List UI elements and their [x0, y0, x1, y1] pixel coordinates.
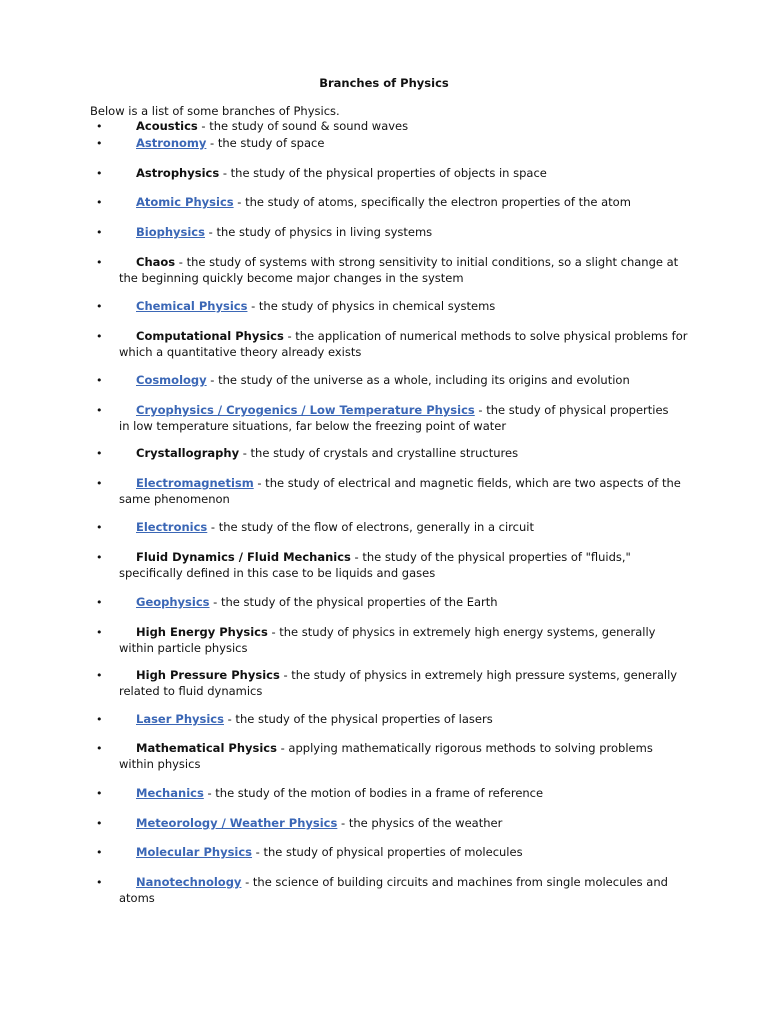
- list-item-crystallography: [96, 446, 686, 462]
- list-item-high-pressure-physics: [96, 668, 686, 699]
- list-item-geophysics: [96, 595, 686, 611]
- term-description-continued: the beginning quickly become major changes in the system: [119, 270, 464, 285]
- list-item-fluid-dynamics: [96, 550, 686, 581]
- term-description: - the study of atoms, specifically the electron properties of the atom: [233, 195, 631, 209]
- bullet: •: [96, 596, 103, 609]
- bullet: •: [96, 226, 103, 239]
- term-description-continued: atoms: [119, 890, 155, 905]
- bullet: •: [96, 167, 103, 180]
- term-description-continued: related to fluid dynamics: [119, 683, 263, 698]
- term-fluid-dynamics: Fluid Dynamics / Fluid Mechanics: [136, 550, 351, 564]
- bullet: •: [96, 330, 103, 343]
- term-link-geophysics[interactable]: Geophysics: [136, 595, 210, 609]
- term-link-cosmology[interactable]: Cosmology: [136, 373, 207, 387]
- bullet: •: [96, 846, 103, 859]
- bullet: •: [96, 300, 103, 313]
- list-item-astrophysics: [96, 166, 686, 182]
- bullet: •: [96, 137, 103, 150]
- bullet: •: [96, 787, 103, 800]
- term-description: - the study of crystals and crystalline structures: [239, 446, 519, 460]
- bullet: •: [96, 551, 103, 564]
- bullet: •: [96, 477, 103, 490]
- list-item-chaos: [96, 255, 686, 286]
- term-link-electromagnetism[interactable]: Electromagnetism: [136, 476, 254, 490]
- term-link-astronomy[interactable]: Astronomy: [136, 136, 207, 150]
- bullet: •: [96, 742, 103, 755]
- term-description-continued: within physics: [119, 756, 201, 771]
- term-high-energy-physics: High Energy Physics: [136, 625, 268, 639]
- term-description: - the study of the physical properties of the Earth: [209, 595, 498, 609]
- list-item-mathematical-physics: [96, 741, 686, 772]
- term-link-electronics[interactable]: Electronics: [136, 520, 208, 534]
- term-link-molecular-physics[interactable]: Molecular Physics: [136, 845, 253, 859]
- term-description: - the study of space: [206, 136, 325, 150]
- term-link-atomic-physics[interactable]: Atomic Physics: [136, 195, 234, 209]
- term-computational-physics: Computational Physics: [136, 329, 284, 343]
- term-link-mechanics[interactable]: Mechanics: [136, 786, 204, 800]
- bullet: •: [96, 447, 103, 460]
- term-description: - the study of physics in extremely high energy systems, generally: [267, 625, 656, 639]
- term-astrophysics: Astrophysics: [136, 166, 220, 180]
- term-description: - the science of building circuits and machines from single molecules and: [241, 875, 668, 889]
- term-description: - the study of sound & sound waves: [197, 119, 409, 133]
- list-item-electronics: [96, 520, 686, 536]
- bullet: •: [96, 120, 103, 133]
- term-chaos: Chaos: [136, 255, 176, 269]
- bullet: •: [96, 626, 103, 639]
- list-item-laser-physics: [96, 712, 686, 728]
- term-description-continued: in low temperature situations, far below the freezing point of water: [119, 418, 507, 433]
- term-description-continued: within particle physics: [119, 640, 248, 655]
- term-description: - the study of physical properties of molecules: [252, 845, 523, 859]
- term-link-chemical-physics[interactable]: Chemical Physics: [136, 299, 248, 313]
- term-link-meteorology[interactable]: Meteorology / Weather Physics: [136, 816, 338, 830]
- list-item-molecular-physics: [96, 845, 686, 861]
- term-description: - the study of the universe as a whole, including its origins and evolution: [206, 373, 630, 387]
- list-item-biophysics: [96, 225, 686, 241]
- term-description: - applying mathematically rigorous methods to solving problems: [276, 741, 653, 755]
- list-item-cryophysics: [96, 403, 686, 434]
- list-item-high-energy-physics: [96, 625, 686, 656]
- term-description: - the study of the physical properties of lasers: [223, 712, 493, 726]
- list-item-atomic-physics: [96, 195, 686, 211]
- term-high-pressure-physics: High Pressure Physics: [136, 668, 280, 682]
- bullet: •: [96, 713, 103, 726]
- term-description: - the study of physical properties: [474, 403, 669, 417]
- bullet: •: [96, 196, 103, 209]
- term-description: - the study of the physical properties of objects in space: [219, 166, 547, 180]
- term-mathematical-physics: Mathematical Physics: [136, 741, 277, 755]
- term-description: - the study of the motion of bodies in a frame of reference: [203, 786, 544, 800]
- intro-text: Below is a list of some branches of Physics.: [90, 104, 340, 118]
- term-crystallography: Crystallography: [136, 446, 240, 460]
- term-acoustics: Acoustics: [136, 119, 198, 133]
- bullet: •: [96, 374, 103, 387]
- list-item-astronomy: [96, 136, 686, 152]
- list-item-cosmology: [96, 373, 686, 389]
- list-item-electromagnetism: [96, 476, 686, 507]
- list-item-computational-physics: [96, 329, 686, 360]
- list-item-chemical-physics: [96, 299, 686, 315]
- bullet: •: [96, 404, 103, 417]
- term-description: - the study of the physical properties of "fluids,": [350, 550, 631, 564]
- term-description: - the study of the flow of electrons, generally in a circuit: [207, 520, 534, 534]
- bullet: •: [96, 876, 103, 889]
- term-description: - the study of systems with strong sensitivity to initial conditions, so a slight change at: [175, 255, 679, 269]
- term-description-continued: which a quantitative theory already exists: [119, 344, 362, 359]
- list-item-acoustics: [96, 119, 686, 135]
- term-description: - the physics of the weather: [337, 816, 503, 830]
- bullet: •: [96, 256, 103, 269]
- term-link-nanotechnology[interactable]: Nanotechnology: [136, 875, 242, 889]
- term-description: - the application of numerical methods to solve physical problems for: [283, 329, 688, 343]
- list-item-meteorology: [96, 816, 686, 832]
- document-title: Branches of Physics: [319, 76, 449, 90]
- term-description-continued: same phenomenon: [119, 491, 230, 506]
- list-item-nanotechnology: [96, 875, 686, 906]
- term-link-biophysics[interactable]: Biophysics: [136, 225, 205, 239]
- term-description: - the study of physics in living systems: [204, 225, 433, 239]
- bullet: •: [96, 521, 103, 534]
- bullet: •: [96, 669, 103, 682]
- list-item-mechanics: [96, 786, 686, 802]
- term-link-cryophysics[interactable]: Cryophysics / Cryogenics / Low Temperature Physics: [136, 403, 475, 417]
- bullet: •: [96, 817, 103, 830]
- term-description: - the study of physics in extremely high pressure systems, generally: [279, 668, 678, 682]
- term-description: - the study of electrical and magnetic fields, which are two aspects of the: [253, 476, 681, 490]
- term-description-continued: specifically defined in this case to be liquids and gases: [119, 565, 436, 580]
- term-link-laser-physics[interactable]: Laser Physics: [136, 712, 224, 726]
- term-description: - the study of physics in chemical systems: [247, 299, 496, 313]
